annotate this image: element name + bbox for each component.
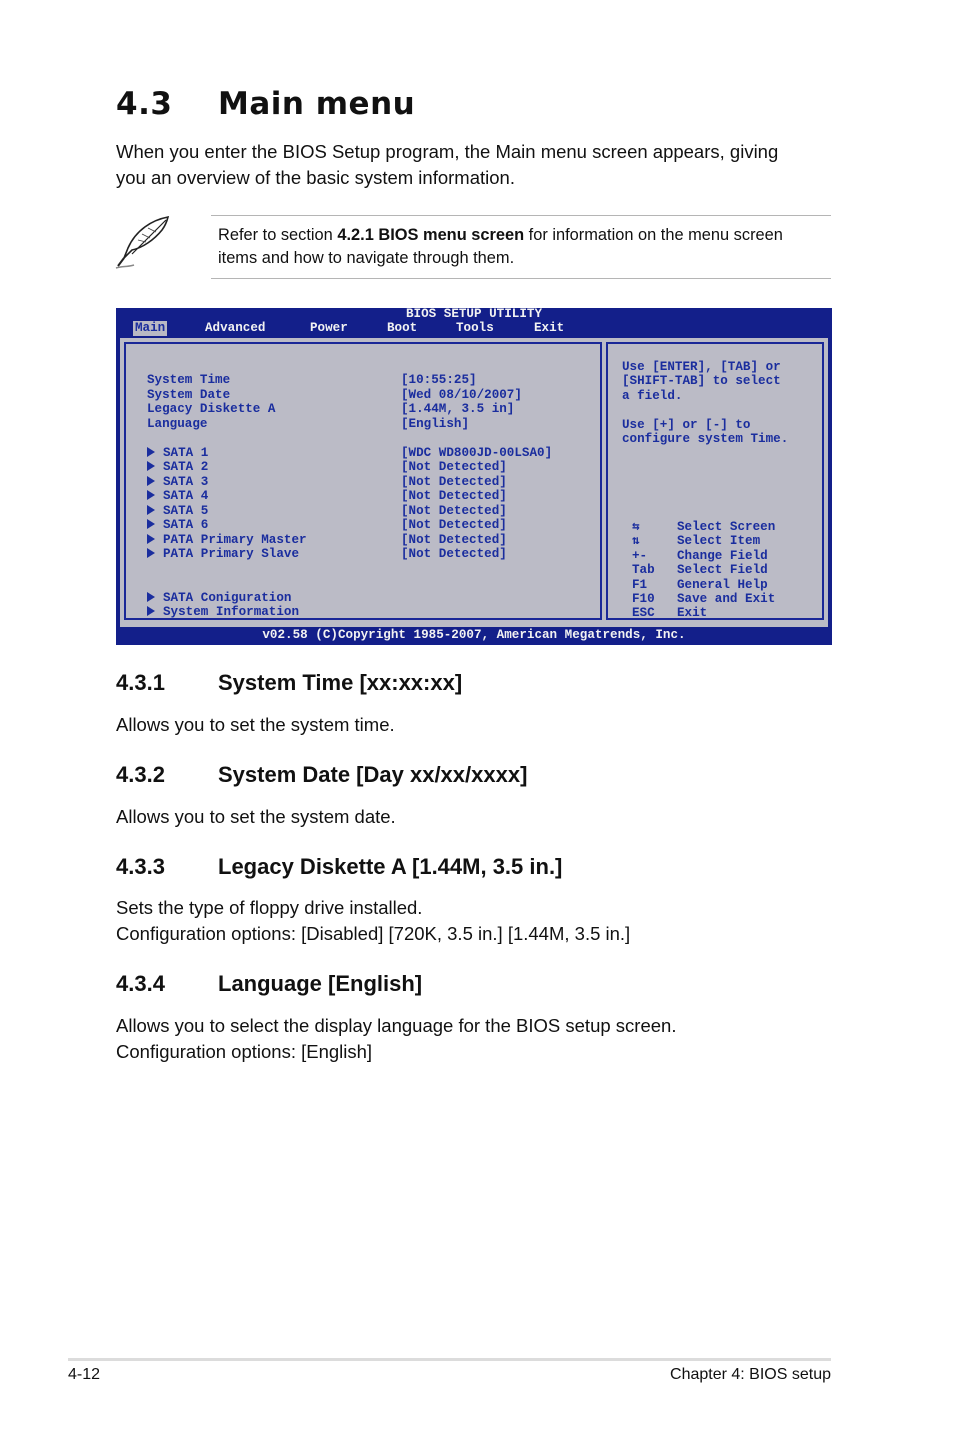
help-line-4: Use [+] or [-] to xyxy=(622,418,751,432)
page-number: 4-12 xyxy=(68,1366,101,1383)
section-4-3-2-text: Allows you to set the system date. xyxy=(116,806,396,827)
submenu-arrow-icon xyxy=(147,592,155,602)
section-number: 4.3 xyxy=(116,86,173,122)
bios-item-label: SATA 4 xyxy=(163,489,209,503)
bios-item-pata-master[interactable] xyxy=(147,533,307,547)
key-desc-exit: Exit xyxy=(677,606,708,620)
note-suffix: for information on the menu screen xyxy=(524,226,783,244)
intro-paragraph xyxy=(116,139,836,191)
help-line-3: a field. xyxy=(622,389,683,403)
bios-item-label: SATA 1 xyxy=(163,446,209,460)
submenu-arrow-icon xyxy=(147,490,155,500)
bios-tab-advanced[interactable]: Advanced xyxy=(205,321,266,335)
bios-item-legacy-diskette[interactable]: Legacy Diskette A xyxy=(147,402,276,416)
key-desc-select-field: Select Field xyxy=(677,563,768,577)
bios-tab-main[interactable]: Main xyxy=(135,321,166,335)
bios-item-label: PATA Primary Master xyxy=(163,533,307,547)
bios-item-system-information[interactable] xyxy=(147,605,299,619)
bios-value-system-date[interactable]: [Wed 08/10/2007] xyxy=(401,388,522,402)
bios-copyright: v02.58 (C)Copyright 1985-2007, American Megatrends, Inc. xyxy=(262,628,686,642)
bios-item-language[interactable]: Language xyxy=(147,417,208,431)
text-line: Configuration options: [English] xyxy=(116,1041,373,1062)
bios-value-sata2: [Not Detected] xyxy=(401,460,507,474)
heading-number: 4.3.3 xyxy=(116,854,165,879)
bios-value-sata5: [Not Detected] xyxy=(401,504,507,518)
feather-pen-icon xyxy=(112,214,174,272)
heading-text: System Time [xx:xx:xx] xyxy=(218,670,463,695)
submenu-arrow-icon xyxy=(147,476,155,486)
intro-line-2: you an overview of the basic system information. xyxy=(116,167,515,188)
bios-item-label: SATA Coniguration xyxy=(163,591,292,605)
bios-tab-tools[interactable]: Tools xyxy=(456,321,494,335)
submenu-arrow-icon xyxy=(147,519,155,529)
submenu-arrow-icon xyxy=(147,505,155,515)
heading-number: 4.3.1 xyxy=(116,670,165,695)
bios-tab-exit[interactable]: Exit xyxy=(534,321,565,335)
bios-item-sata3[interactable] xyxy=(147,475,208,489)
heading-number: 4.3.4 xyxy=(116,971,165,996)
note-line-2: items and how to navigate through them. xyxy=(218,249,515,267)
help-line-5: configure system Time. xyxy=(622,432,789,446)
section-4-3-1-text: Allows you to set the system time. xyxy=(116,714,395,735)
key-f10: F10 xyxy=(632,592,655,606)
heading-text: System Date [Day xx/xx/xxxx] xyxy=(218,762,528,787)
bios-value-language[interactable]: [English] xyxy=(401,417,470,431)
bios-panel xyxy=(120,338,828,627)
key-desc-general-help: General Help xyxy=(677,578,768,592)
note-top-rule xyxy=(211,215,831,216)
note-text xyxy=(218,224,828,270)
help-line-2: [SHIFT-TAB] to select xyxy=(622,374,781,388)
key-desc-select-item: Select Item xyxy=(677,534,761,548)
bios-value-sata1: [WDC WD800JD-00LSA0] xyxy=(401,446,553,460)
bios-item-label: SATA 5 xyxy=(163,504,209,518)
up-down-arrows-icon: ⇅ xyxy=(632,534,640,548)
submenu-arrow-icon xyxy=(147,447,155,457)
bios-item-system-date[interactable]: System Date xyxy=(147,388,231,402)
chapter-label: Chapter 4: BIOS setup xyxy=(670,1366,831,1383)
key-esc: ESC xyxy=(632,606,655,620)
section-4-3-4-text xyxy=(116,1013,836,1065)
bios-items-box xyxy=(124,342,602,620)
bios-item-sata2[interactable] xyxy=(147,460,208,474)
bios-value-sata6: [Not Detected] xyxy=(401,518,507,532)
bios-value-legacy-diskette[interactable]: [1.44M, 3.5 in] xyxy=(401,402,515,416)
submenu-arrow-icon xyxy=(147,606,155,616)
key-f1: F1 xyxy=(632,578,648,592)
submenu-arrow-icon xyxy=(147,548,155,558)
key-desc-select-screen: Select Screen xyxy=(677,520,776,534)
bios-item-sata-configuration[interactable] xyxy=(147,591,291,605)
heading-4-3-3 xyxy=(116,854,562,880)
note-prefix: Refer to section xyxy=(218,226,338,244)
note-bold-ref: 4.2.1 BIOS menu screen xyxy=(337,226,525,244)
key-desc-change-field: Change Field xyxy=(677,549,768,563)
text-line: Allows you to select the display language for the BIOS setup screen. xyxy=(116,1015,677,1036)
bios-value-sata3: [Not Detected] xyxy=(401,475,507,489)
bios-item-label: SATA 6 xyxy=(163,518,209,532)
bios-item-label: SATA 2 xyxy=(163,460,209,474)
bios-item-sata5[interactable] xyxy=(147,504,208,518)
bios-tab-boot[interactable]: Boot xyxy=(387,321,418,335)
bios-value-sata4: [Not Detected] xyxy=(401,489,507,503)
bios-item-sata4[interactable] xyxy=(147,489,208,503)
section-title: Main menu xyxy=(218,86,416,122)
text-line: Configuration options: [Disabled] [720K, 3.5 in.] [1.44M, 3.5 in.] xyxy=(116,923,631,944)
bios-item-sata1[interactable] xyxy=(147,446,208,460)
bios-help-box xyxy=(606,342,824,620)
bios-tab-power[interactable]: Power xyxy=(310,321,348,335)
heading-4-3-2 xyxy=(116,762,527,788)
text-line: Sets the type of floppy drive installed. xyxy=(116,897,423,918)
bios-item-label: System Information xyxy=(163,605,300,619)
bios-value-pata-master: [Not Detected] xyxy=(401,533,507,547)
submenu-arrow-icon xyxy=(147,461,155,471)
bios-item-pata-slave[interactable] xyxy=(147,547,299,561)
bios-item-sata6[interactable] xyxy=(147,518,208,532)
heading-4-3-1 xyxy=(116,670,462,696)
left-right-arrows-icon: ⇆ xyxy=(632,520,640,534)
intro-line-1: When you enter the BIOS Setup program, the Main menu screen appears, giving xyxy=(116,141,779,162)
heading-number: 4.3.2 xyxy=(116,762,165,787)
help-line-1: Use [ENTER], [TAB] or xyxy=(622,360,781,374)
bios-value-pata-slave: [Not Detected] xyxy=(401,547,507,561)
bios-value-system-time[interactable]: [10:55:25] xyxy=(401,373,477,387)
key-desc-save-exit: Save and Exit xyxy=(677,592,776,606)
bios-item-system-time[interactable]: System Time xyxy=(147,373,231,387)
note-bottom-rule xyxy=(211,278,831,279)
bios-screen xyxy=(116,308,832,645)
bios-title: BIOS SETUP UTILITY xyxy=(405,307,543,321)
key-tab: Tab xyxy=(632,563,655,577)
submenu-arrow-icon xyxy=(147,534,155,544)
key-plus-minus: +- xyxy=(632,549,648,563)
heading-4-3-4 xyxy=(116,971,422,997)
bios-item-label: SATA 3 xyxy=(163,475,209,489)
footer-rule xyxy=(68,1358,831,1361)
page-title xyxy=(116,86,415,122)
heading-text: Language [English] xyxy=(218,971,423,996)
bios-item-label: PATA Primary Slave xyxy=(163,547,300,561)
section-4-3-3-text xyxy=(116,895,836,947)
heading-text: Legacy Diskette A [1.44M, 3.5 in.] xyxy=(218,854,563,879)
